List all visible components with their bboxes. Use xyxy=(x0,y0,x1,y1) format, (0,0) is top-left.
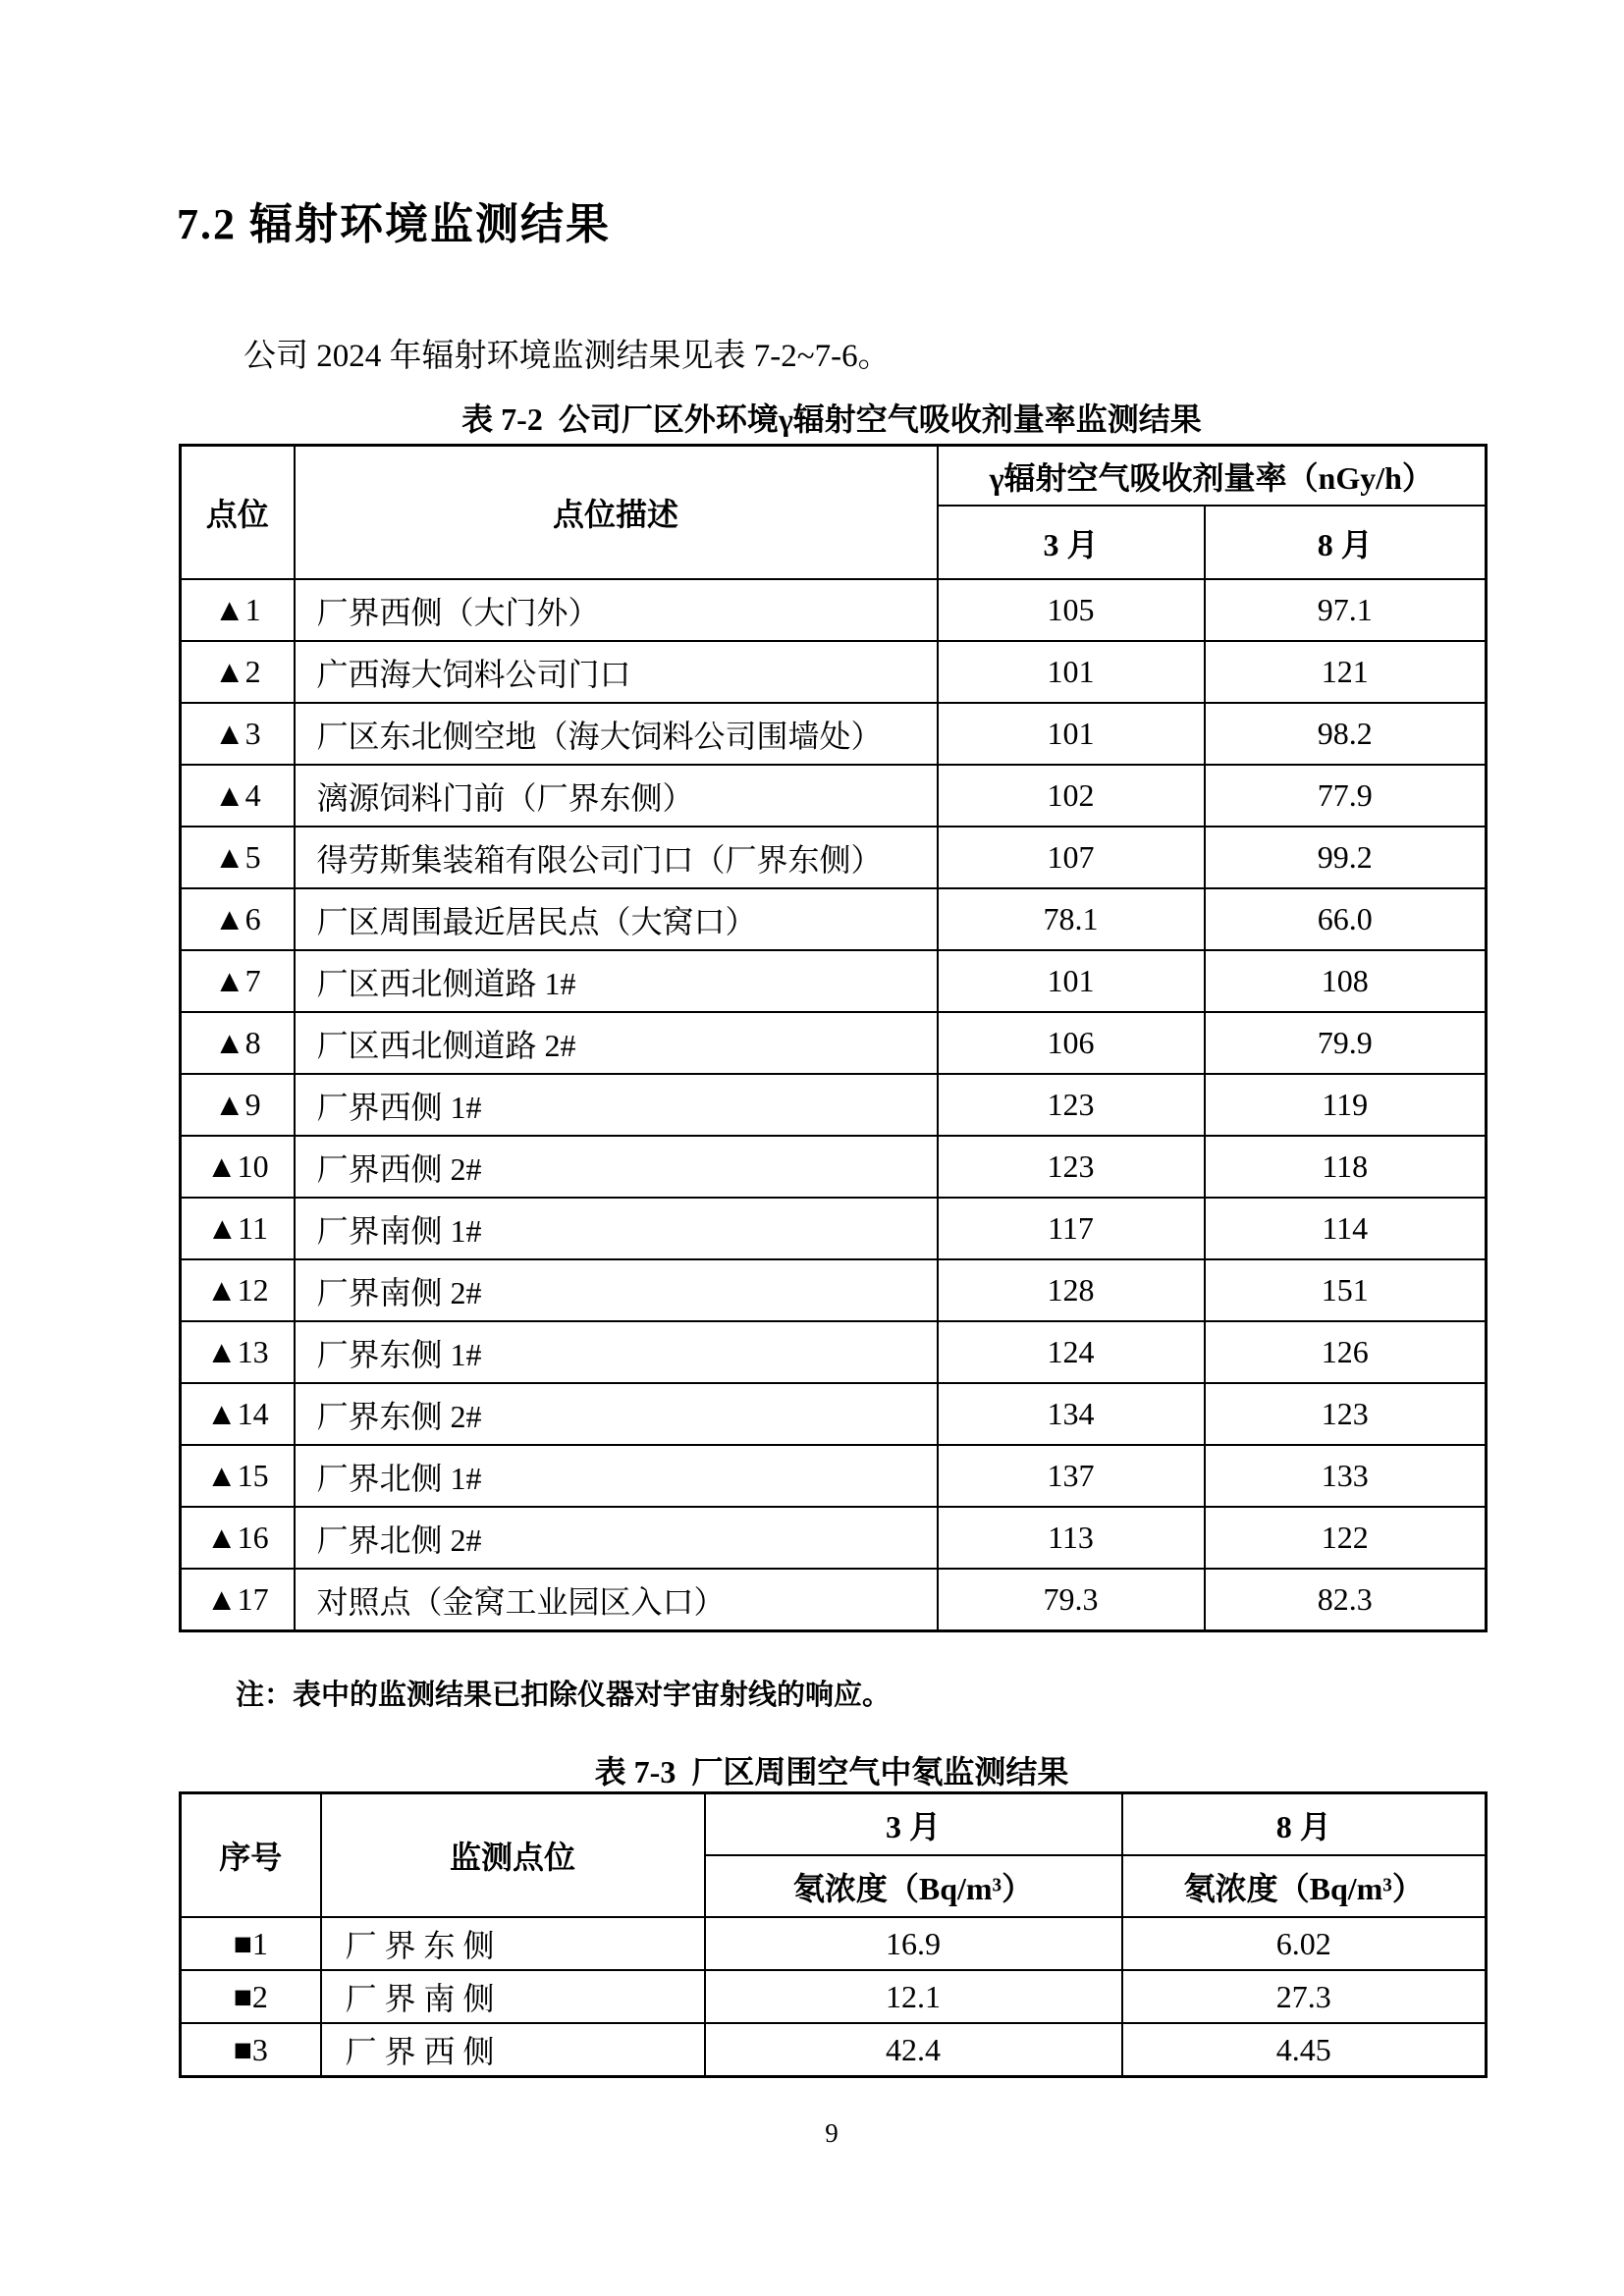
cell-point: ▲16 xyxy=(181,1507,295,1569)
table-header-row xyxy=(181,446,1487,507)
cell-august: 66.0 xyxy=(1205,888,1487,950)
cell-august: 79.9 xyxy=(1205,1012,1487,1074)
table-row xyxy=(181,1569,1487,1631)
cell-march: 107 xyxy=(938,827,1205,888)
table-row xyxy=(181,1074,1487,1136)
cell-march: 124 xyxy=(938,1321,1205,1383)
cell-august: 123 xyxy=(1205,1383,1487,1445)
cell-august: 151 xyxy=(1205,1259,1487,1321)
cell-august: 119 xyxy=(1205,1074,1487,1136)
table-row xyxy=(181,579,1487,641)
cell-august: 77.9 xyxy=(1205,765,1487,827)
cell-site: 厂界南侧 xyxy=(321,1970,705,2023)
table-row xyxy=(181,641,1487,703)
cell-desc: 厂区周围最近居民点（大窝口） xyxy=(295,888,938,950)
cell-march: 117 xyxy=(938,1198,1205,1259)
cell-point: ▲15 xyxy=(181,1445,295,1507)
cell-august: 118 xyxy=(1205,1136,1487,1198)
cell-desc: 厂界东侧 2# xyxy=(295,1383,938,1445)
table-row xyxy=(181,1507,1487,1569)
cell-august: 6.02 xyxy=(1122,1917,1487,1970)
table-7-3 xyxy=(179,1791,1488,2078)
table-7-2-caption: 表 7-2 公司厂区外环境γ辐射空气吸收剂量率监测结果 xyxy=(461,401,1202,437)
cell-desc: 厂区东北侧空地（海大饲料公司围墙处） xyxy=(295,703,938,765)
table-row xyxy=(181,765,1487,827)
table-7-2-note: 注：表中的监测结果已扣除仪器对宇宙射线的响应。 xyxy=(236,1680,892,1711)
cell-point: ▲6 xyxy=(181,888,295,950)
cell-point: ▲17 xyxy=(181,1569,295,1631)
cell-point: ▲4 xyxy=(181,765,295,827)
cell-desc: 对照点（金窝工业园区入口） xyxy=(295,1569,938,1631)
cell-desc: 厂界西侧 1# xyxy=(295,1074,938,1136)
cell-desc: 厂界北侧 1# xyxy=(295,1445,938,1507)
col-header-description: 点位描述 xyxy=(295,446,938,580)
table-7-2-body xyxy=(181,579,1487,1631)
cell-august: 97.1 xyxy=(1205,579,1487,641)
col-header-index: 序号 xyxy=(181,1793,321,1918)
cell-point: ▲8 xyxy=(181,1012,295,1074)
cell-august: 133 xyxy=(1205,1445,1487,1507)
col-header-radon-concentration-august: 氡浓度（Bq/m³） xyxy=(1122,1855,1487,1917)
table-row xyxy=(181,1259,1487,1321)
table-row xyxy=(181,1321,1487,1383)
cell-august: 4.45 xyxy=(1122,2023,1487,2077)
cell-desc: 厂区西北侧道路 1# xyxy=(295,950,938,1012)
cell-desc: 漓源饲料门前（厂界东侧） xyxy=(295,765,938,827)
cell-march: 78.1 xyxy=(938,888,1205,950)
cell-point: ▲9 xyxy=(181,1074,295,1136)
cell-desc: 厂界南侧 2# xyxy=(295,1259,938,1321)
col-header-march: 3 月 xyxy=(938,506,1205,579)
cell-desc: 厂界西侧 2# xyxy=(295,1136,938,1198)
table-row xyxy=(181,703,1487,765)
intro-paragraph: 公司 2024 年辐射环境监测结果见表 7-2~7-6。 xyxy=(244,339,891,374)
cell-desc: 厂区西北侧道路 2# xyxy=(295,1012,938,1074)
col-header-dose-rate-group: γ辐射空气吸收剂量率（nGy/h） xyxy=(938,446,1487,507)
cell-index: ■1 xyxy=(181,1917,321,1970)
cell-index: ■3 xyxy=(181,2023,321,2077)
col-header-radon-concentration-march: 氡浓度（Bq/m³） xyxy=(705,1855,1122,1917)
table-7-3-header xyxy=(181,1793,1487,1918)
col-header-point: 点位 xyxy=(181,446,295,580)
table-row xyxy=(181,1136,1487,1198)
table-row xyxy=(181,1012,1487,1074)
table-row xyxy=(181,1445,1487,1507)
cell-site: 厂界西侧 xyxy=(321,2023,705,2077)
col-header-site: 监测点位 xyxy=(321,1793,705,1918)
cell-march: 16.9 xyxy=(705,1917,1122,1970)
cell-march: 42.4 xyxy=(705,2023,1122,2077)
cell-august: 121 xyxy=(1205,641,1487,703)
cell-point: ▲13 xyxy=(181,1321,295,1383)
cell-august: 122 xyxy=(1205,1507,1487,1569)
cell-march: 101 xyxy=(938,703,1205,765)
table-row xyxy=(181,950,1487,1012)
table-7-2 xyxy=(179,444,1488,1632)
col-header-august: 8 月 xyxy=(1205,506,1487,579)
cell-august: 114 xyxy=(1205,1198,1487,1259)
cell-march: 101 xyxy=(938,950,1205,1012)
cell-august: 82.3 xyxy=(1205,1569,1487,1631)
cell-desc: 厂界西侧（大门外） xyxy=(295,579,938,641)
cell-point: ▲11 xyxy=(181,1198,295,1259)
cell-march: 101 xyxy=(938,641,1205,703)
cell-site: 厂界东侧 xyxy=(321,1917,705,1970)
table-7-3-caption: 表 7-3 厂区周围空气中氡监测结果 xyxy=(594,1754,1069,1789)
cell-index: ■2 xyxy=(181,1970,321,2023)
cell-point: ▲12 xyxy=(181,1259,295,1321)
table-7-3-body xyxy=(181,1917,1487,2077)
cell-march: 123 xyxy=(938,1074,1205,1136)
cell-desc: 得劳斯集装箱有限公司门口（厂界东侧） xyxy=(295,827,938,888)
table-header-row xyxy=(181,1793,1487,1856)
page-number: 9 xyxy=(825,2118,839,2148)
cell-point: ▲7 xyxy=(181,950,295,1012)
cell-august: 108 xyxy=(1205,950,1487,1012)
cell-march: 105 xyxy=(938,579,1205,641)
col-header-march: 3 月 xyxy=(705,1793,1122,1856)
cell-point: ▲5 xyxy=(181,827,295,888)
table-row xyxy=(181,1970,1487,2023)
cell-august: 98.2 xyxy=(1205,703,1487,765)
table-row xyxy=(181,888,1487,950)
cell-march: 79.3 xyxy=(938,1569,1205,1631)
table-row xyxy=(181,1917,1487,1970)
table-7-2-header xyxy=(181,446,1487,580)
cell-desc: 厂界北侧 2# xyxy=(295,1507,938,1569)
cell-march: 137 xyxy=(938,1445,1205,1507)
cell-march: 113 xyxy=(938,1507,1205,1569)
cell-march: 106 xyxy=(938,1012,1205,1074)
table-row xyxy=(181,1383,1487,1445)
cell-march: 12.1 xyxy=(705,1970,1122,2023)
section-heading: 7.2 辐射环境监测结果 xyxy=(177,200,611,248)
cell-march: 134 xyxy=(938,1383,1205,1445)
cell-august: 99.2 xyxy=(1205,827,1487,888)
cell-point: ▲1 xyxy=(181,579,295,641)
cell-august: 126 xyxy=(1205,1321,1487,1383)
cell-point: ▲3 xyxy=(181,703,295,765)
table-row xyxy=(181,2023,1487,2077)
cell-march: 128 xyxy=(938,1259,1205,1321)
cell-desc: 厂界南侧 1# xyxy=(295,1198,938,1259)
cell-point: ▲2 xyxy=(181,641,295,703)
col-header-august: 8 月 xyxy=(1122,1793,1487,1856)
cell-desc: 广西海大饲料公司门口 xyxy=(295,641,938,703)
cell-point: ▲14 xyxy=(181,1383,295,1445)
cell-desc: 厂界东侧 1# xyxy=(295,1321,938,1383)
cell-point: ▲10 xyxy=(181,1136,295,1198)
table-row xyxy=(181,827,1487,888)
cell-march: 102 xyxy=(938,765,1205,827)
cell-august: 27.3 xyxy=(1122,1970,1487,2023)
cell-march: 123 xyxy=(938,1136,1205,1198)
table-row xyxy=(181,1198,1487,1259)
